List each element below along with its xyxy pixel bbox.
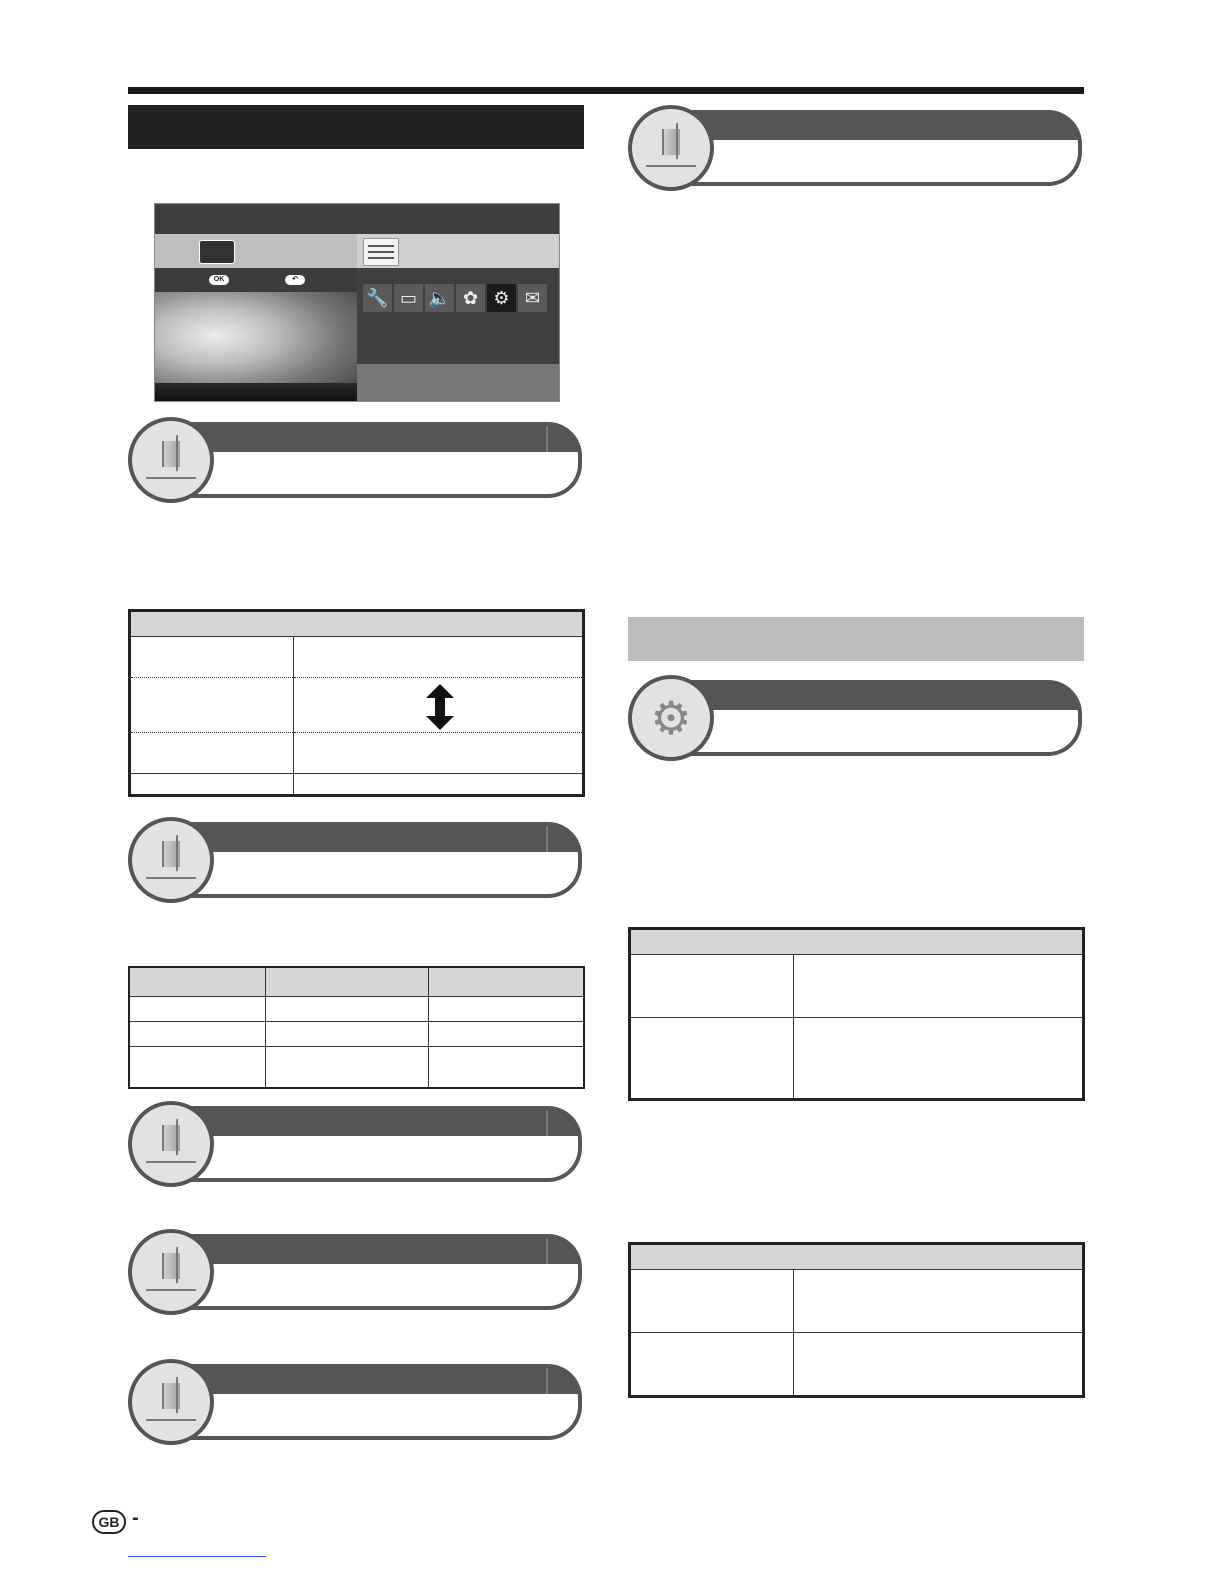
audio-setting-header-3 xyxy=(128,1101,584,1185)
region-badge: GB xyxy=(92,1510,126,1534)
gear-icon[interactable]: ⚙ xyxy=(487,284,516,312)
settings-table-2 xyxy=(128,966,585,1089)
audio-setting-header-4 xyxy=(128,1229,584,1313)
audio-icon xyxy=(128,1359,214,1445)
top-rule xyxy=(128,87,1084,94)
picture-icon[interactable]: ▭ xyxy=(394,284,423,312)
audio-icon[interactable]: 🔈 xyxy=(425,284,454,312)
page-number-separator: - xyxy=(132,1507,139,1529)
section-title-bar xyxy=(128,105,584,149)
audio-icon xyxy=(628,105,714,191)
setup-setting-header xyxy=(628,675,1084,759)
up-down-arrow-icon xyxy=(424,684,456,730)
audio-icon xyxy=(128,417,214,503)
tv-menu-input-row xyxy=(155,234,559,268)
input-source-icon xyxy=(199,240,235,264)
settings-sliders-icon[interactable] xyxy=(363,238,399,266)
tv-menu-header xyxy=(155,204,559,234)
settings-table-3 xyxy=(628,927,1085,1101)
treeline xyxy=(155,383,357,401)
audio-setting-header-1 xyxy=(128,417,584,501)
back-button[interactable]: ↶ xyxy=(285,275,305,285)
tv-preview-image xyxy=(155,292,357,401)
settings-table-1 xyxy=(128,609,585,797)
tv-menu-icon-row xyxy=(363,284,547,312)
section-title-bar-2 xyxy=(628,617,1084,661)
settings-table-4 xyxy=(628,1242,1085,1398)
wrench-icon[interactable]: 🔧 xyxy=(363,284,392,312)
tv-menu-input-tab[interactable] xyxy=(155,234,357,268)
gear-icon: ⚙ xyxy=(628,675,714,761)
tv-menu-panel-footer xyxy=(357,364,559,401)
audio-setting-header-6 xyxy=(628,105,1084,189)
tv-menu-screenshot xyxy=(154,203,560,402)
ok-button[interactable]: OK xyxy=(209,275,229,285)
audio-icon xyxy=(128,1229,214,1315)
tv-menu-panel xyxy=(357,268,559,364)
eco-icon[interactable]: ✿ xyxy=(456,284,485,312)
audio-setting-header-2 xyxy=(128,817,584,901)
footer-link-underline[interactable] xyxy=(128,1556,266,1557)
audio-icon xyxy=(128,817,214,903)
mail-icon[interactable]: ✉ xyxy=(518,284,547,312)
audio-icon xyxy=(128,1101,214,1187)
audio-setting-header-5 xyxy=(128,1359,584,1443)
